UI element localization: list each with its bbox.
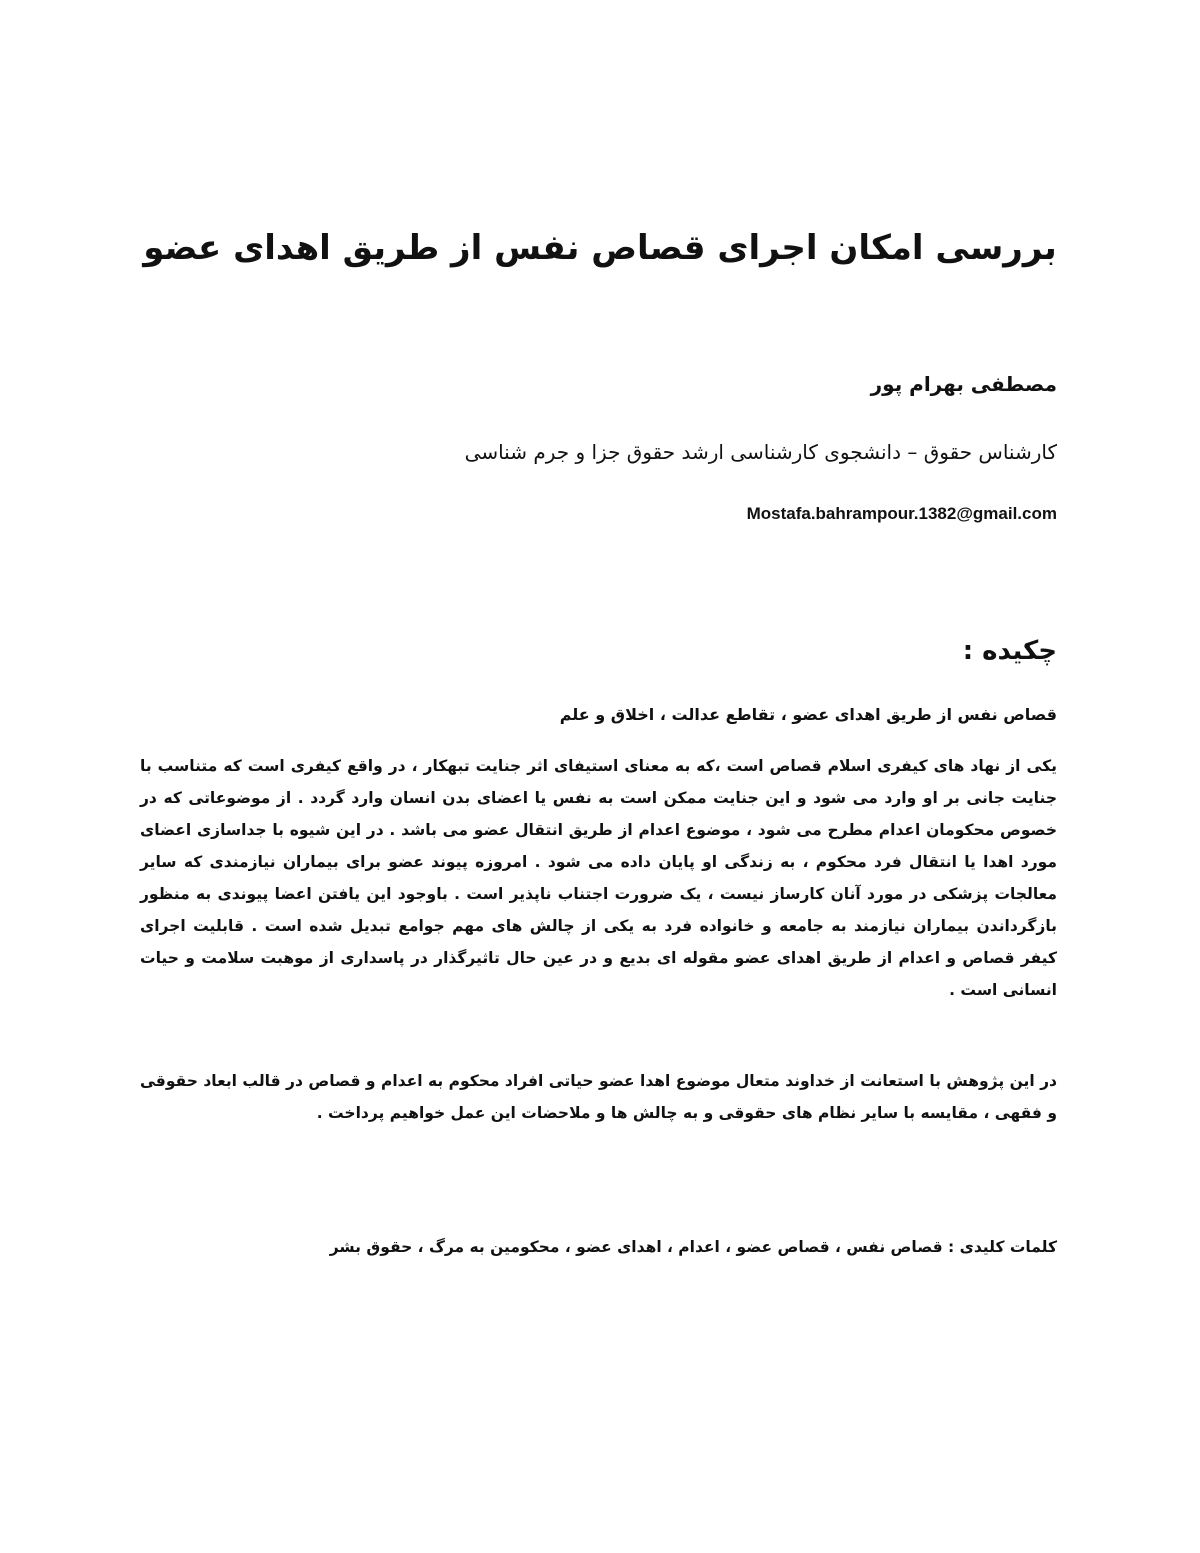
abstract-heading: چکیده : [962, 636, 1057, 666]
abstract-paragraph: یکی از نهاد های کیفری اسلام قصاص است ،که به معنای استیفای اثر جنایت تبهکار ، در واقع کیفری است که متناسب با جنایت جانی بر او وارد می شود و این جنایت ممکن است به نفس یا اعضای بدن انسان وارد گردد . از موضوعاتی که در خصوص محکومان اعدام مطرح می شود ، موضوع اعدام از طریق انتقال عضو می باشد . در این شیوه با جداسازی اعضای مورد اهدا یا انتقال فرد محکوم ، به زندگی او پایان داده می شود . امروزه پیوند عضو برای بیماران نیازمندی که سایر معالجات پزشکی در مورد آنان کارساز نیست ، یک ضرورت اجتناب ناپذیر است . باوجود این یافتن اعضا پیوندی به منظور بازگرداندن بیماران نیازمند به جامعه و خانواده فرد به یکی از چالش های مهم جوامع تبدیل شده است . قابلیت اجرای کیفر قصاص و اعدام از طریق اهدای عضو مقوله ای بدیع و در عین حال تاثیرگذار در پاسداری از موهبت سلامت و حیات انسانی است . [140, 757, 1057, 999]
author-email: Mostafa.bahrampour.1382@gmail.com [746, 504, 1057, 523]
abstract-paragraph: در این پژوهش با استعانت از خداوند متعال موضوع اهدا عضو حیاتی افراد محکوم به اعدام و قصاص در قالب ابعاد حقوقی و فقهی ، مقایسه با سایر نظام های حقوقی و به چالش ها و ملاحضات این عمل خواهیم پرداخت . [140, 1072, 1057, 1122]
keywords: کلمات کلیدی : قصاص نفس ، قصاص عضو ، اعدام ، اهدای عضو ، محکومین به مرگ ، حقوق بشر [329, 1238, 1057, 1256]
author-name: مصطفی بهرام پور [870, 372, 1057, 396]
abstract-subtitle: قصاص نفس از طریق اهدای عضو ، تقاطع عدالت ، اخلاق و علم [559, 705, 1057, 724]
paper-title: بررسی امکان اجرای قصاص نفس از طریق اهدای عضو [143, 228, 1057, 268]
author-affiliation: کارشناس حقوق – دانشجوی کارشناسی ارشد حقوق جزا و جرم شناسی [464, 440, 1057, 464]
